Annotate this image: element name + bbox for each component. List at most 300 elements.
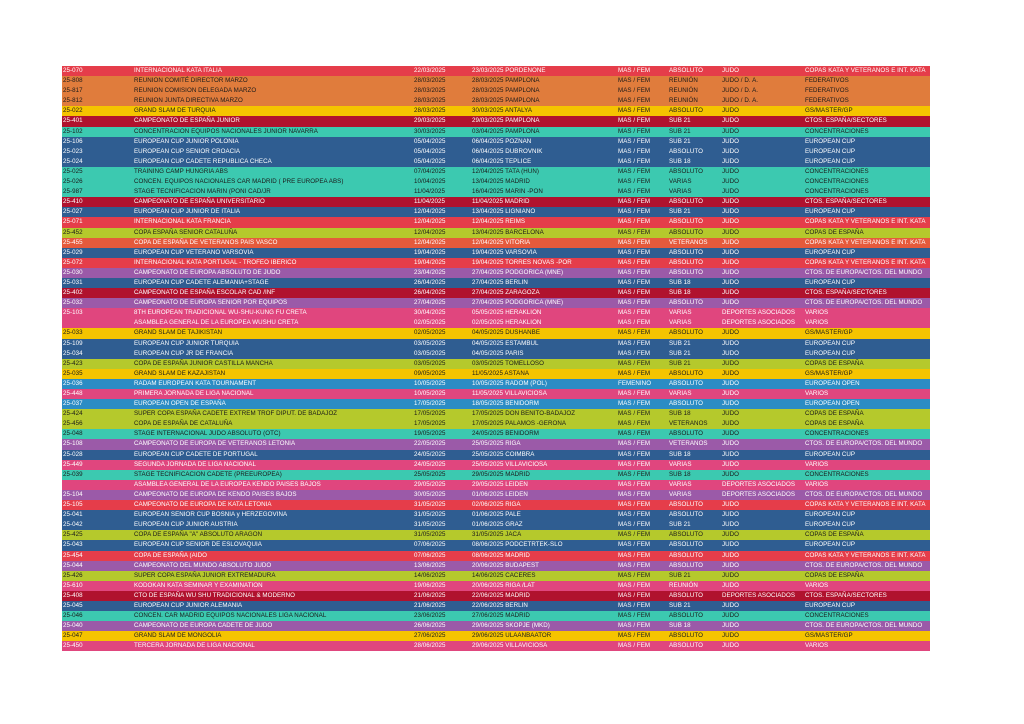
category-cell: SUB 18	[669, 410, 691, 418]
discipline-cell: JUDO	[722, 208, 740, 216]
event-type-cell: GS/MASTER/GP	[805, 107, 853, 115]
table-row	[62, 298, 930, 308]
end-date-location-cell: 08/06/2025 MADRID	[472, 551, 530, 559]
category-cell: REUNIÓN	[669, 581, 698, 589]
table-row	[62, 248, 930, 258]
event-type-cell: CTOS. DE EUROPA/CTOS. DEL MUNDO	[805, 490, 923, 498]
start-date-cell: 31/05/2025	[414, 531, 446, 539]
event-name-cell: REUNION COMISION DELEGADA MARZO	[134, 87, 257, 95]
event-code-cell: 25-070	[63, 67, 83, 74]
event-type-cell: EUROPEAN CUP	[805, 521, 856, 529]
event-type-cell: CTOS. DE EUROPA/CTOS. DEL MUNDO	[805, 561, 923, 569]
gender-cell: MAS / FEM	[618, 521, 651, 529]
event-code-cell: 25-425	[63, 531, 83, 539]
event-code-cell: 25-426	[63, 571, 83, 579]
category-cell: ABSOLUTO	[669, 379, 703, 387]
event-type-cell: CONCENTRACIONES	[805, 470, 869, 478]
end-date-location-cell: 11/04/2025 MADRID	[472, 198, 530, 206]
event-code-cell: 25-024	[63, 157, 83, 165]
category-cell: ABSOLUTO	[669, 369, 703, 377]
end-date-location-cell: 27/06/2025 MADRID	[472, 612, 530, 620]
discipline-cell: JUDO	[722, 67, 740, 74]
table-row	[62, 561, 930, 571]
event-type-cell: CONCENTRACIONES	[805, 430, 869, 438]
table-row	[62, 419, 930, 429]
table-row	[62, 429, 930, 439]
category-cell: SUB 18	[669, 622, 691, 630]
event-type-cell: EUROPEAN CUP	[805, 601, 856, 609]
start-date-cell: 28/03/2025	[414, 107, 446, 115]
gender-cell: MAS / FEM	[618, 490, 651, 498]
category-cell: SUB 18	[669, 278, 691, 286]
event-name-cell: CAMPEONATO DE EUROPA DE VETERANOS LETONIA	[134, 440, 296, 448]
event-code-cell: 25-072	[63, 258, 83, 266]
start-date-cell: 27/04/2025	[414, 299, 446, 307]
event-name-cell: CONCEN. CAR MADRID EQUIPOS NACIONALES LIGA NACIONAL	[134, 612, 327, 620]
discipline-cell: JUDO	[722, 178, 740, 186]
table-row	[62, 96, 930, 106]
table-row	[62, 268, 930, 278]
table-row	[62, 197, 930, 207]
discipline-cell: JUDO	[722, 601, 740, 609]
start-date-cell: 21/06/2025	[414, 601, 446, 609]
event-name-cell: GRAND SLAM DE TURQUIA	[134, 107, 216, 115]
event-name-cell: EUROPEAN CUP JUNIOR POLONIA	[134, 137, 239, 145]
table-row	[62, 86, 930, 96]
gender-cell: MAS / FEM	[618, 601, 651, 609]
category-cell: SUB 21	[669, 339, 691, 347]
event-type-cell: COPAS KATA Y VETERANOS E INT. KATA	[805, 238, 926, 246]
discipline-cell: JUDO	[722, 551, 740, 559]
discipline-cell: JUDO	[722, 379, 740, 387]
event-code-cell: 25-408	[63, 591, 83, 599]
end-date-location-cell: 13/04/2025 MADRID	[472, 178, 530, 186]
event-code-cell: 25-071	[63, 218, 83, 226]
table-row	[62, 258, 930, 268]
event-name-cell: CAMPEONATO DE ESPAÑA UNIVERSITARIO	[134, 198, 265, 206]
table-row	[62, 399, 930, 409]
end-date-location-cell: 28/03/2025 PAMPLONA	[472, 97, 540, 105]
event-type-cell: COPAS KATA Y VETERANOS E INT. KATA	[805, 67, 926, 74]
gender-cell: MAS / FEM	[618, 127, 651, 135]
category-cell: VETERANOS	[669, 238, 708, 246]
gender-cell: MAS / FEM	[618, 420, 651, 428]
event-name-cell: EUROPEAN CUP CADETE DE PORTUGAL	[134, 450, 258, 458]
start-date-cell: 07/06/2025	[414, 541, 446, 549]
end-date-location-cell: 14/06/2025 CACERES	[472, 571, 536, 579]
event-code-cell: 25-046	[63, 612, 83, 620]
event-name-cell: TERCERA JORNADA DE LIGA NACIONAL	[134, 642, 255, 650]
event-name-cell: EUROPEAN CUP JUNIOR AUSTRIA	[134, 521, 238, 529]
category-cell: REUNIÓN	[669, 87, 698, 95]
gender-cell: MAS / FEM	[618, 228, 651, 236]
start-date-cell: 23/04/2025	[414, 268, 446, 276]
discipline-cell: JUDO	[722, 450, 740, 458]
start-date-cell: 13/06/2025	[414, 561, 446, 569]
event-type-cell: CONCENTRACIONES	[805, 167, 869, 175]
event-type-cell: EUROPEAN CUP	[805, 157, 856, 165]
category-cell: SUB 18	[669, 450, 691, 458]
gender-cell: MAS / FEM	[618, 430, 651, 438]
event-code-cell: 25-103	[63, 309, 83, 317]
event-type-cell: EUROPEAN CUP	[805, 450, 856, 458]
end-date-location-cell: 25/05/2025 COIMBRA	[472, 450, 535, 458]
event-name-cell: INTERNACIONAL KATA FRANCIA	[134, 218, 231, 226]
gender-cell: MAS / FEM	[618, 531, 651, 539]
discipline-cell: JUDO	[722, 501, 740, 509]
end-date-location-cell: 22/06/2025 MADRID	[472, 591, 530, 599]
discipline-cell: JUDO	[722, 248, 740, 256]
table-row	[62, 591, 930, 601]
end-date-location-cell: 28/03/2025 PAMPLONA	[472, 87, 540, 95]
discipline-cell: JUDO	[722, 117, 740, 125]
event-type-cell: VARIOS	[805, 460, 829, 468]
end-date-location-cell: 04/05/2025 DUSHANBE	[472, 329, 541, 337]
discipline-cell: JUDO	[722, 147, 740, 155]
event-code-cell: 25-032	[63, 299, 83, 307]
end-date-location-cell: 22/06/2025 BERLIN	[472, 601, 528, 609]
start-date-cell: 05/04/2025	[414, 157, 446, 165]
event-type-cell: EUROPEAN CUP	[805, 278, 856, 286]
table-row	[62, 127, 930, 137]
event-type-cell: CTOS. DE EUROPA/CTOS. DEL MUNDO	[805, 622, 923, 630]
end-date-location-cell: 18/05/2025 BENIDORM	[472, 400, 539, 408]
gender-cell: MAS / FEM	[618, 591, 651, 599]
discipline-cell: JUDO	[722, 369, 740, 377]
event-code-cell: 25-448	[63, 390, 83, 397]
table-row	[62, 167, 930, 177]
start-date-cell: 17/05/2025	[414, 410, 446, 418]
event-name-cell: STAGE TECNIFICACION MARIN (PONI CAD/JR	[134, 188, 271, 196]
start-date-cell: 12/04/2025	[414, 208, 446, 216]
gender-cell: MAS / FEM	[618, 390, 651, 397]
event-code-cell: 25-109	[63, 339, 83, 347]
category-cell: ABSOLUTO	[669, 299, 703, 307]
event-code-cell: 25-104	[63, 490, 83, 498]
event-name-cell: EUROPEAN CUP SENIOR CROACIA	[134, 147, 241, 155]
event-name-cell: STAGE TECNIFICACION CADETE (PREEUROPEA)	[134, 470, 282, 478]
end-date-location-cell: 19/04/2025 VARSOVIA	[472, 248, 537, 256]
table-row	[62, 611, 930, 621]
event-name-cell: REUNION JUNTA DIRECTIVA MARZO	[134, 97, 243, 105]
start-date-cell: 12/04/2025	[414, 238, 446, 246]
event-code-cell: 25-030	[63, 268, 83, 276]
discipline-cell: DEPORTES ASOCIADOS	[722, 591, 795, 599]
start-date-cell: 26/06/2025	[414, 622, 446, 630]
gender-cell: MAS / FEM	[618, 67, 651, 74]
table-row	[62, 551, 930, 561]
table-row	[62, 530, 930, 540]
event-code-cell: 25-449	[63, 460, 83, 468]
event-name-cell: CAMPEONATO DE ESPAÑA ESCOLAR CAD /INF	[134, 289, 276, 297]
discipline-cell: JUDO	[722, 349, 740, 357]
start-date-cell: 28/06/2025	[414, 642, 446, 650]
category-cell: ABSOLUTO	[669, 632, 703, 640]
start-date-cell: 31/05/2025	[414, 521, 446, 529]
end-date-location-cell: 01/06/2025 PALE	[472, 511, 521, 519]
gender-cell: MAS / FEM	[618, 501, 651, 509]
start-date-cell: 07/06/2025	[414, 551, 446, 559]
start-date-cell: 23/06/2025	[414, 612, 446, 620]
event-type-cell: EUROPEAN CUP	[805, 137, 856, 145]
category-cell: ABSOLUTO	[669, 612, 703, 620]
start-date-cell: 22/03/2025	[414, 67, 446, 74]
event-type-cell: CONCENTRACIONES	[805, 612, 869, 620]
end-date-location-cell: 16/04/2025 MARIN -PON	[472, 188, 543, 196]
discipline-cell: DEPORTES ASOCIADOS	[722, 490, 795, 498]
event-name-cell: CONCEN. EQUIPOS NACIONALES CAR MADRID ( PRE EUROPEA ABS)	[134, 178, 344, 186]
event-name-cell: INTERNACIONAL KATA PORTUGAL - TROFEO IBERICO	[134, 258, 297, 266]
table-row	[62, 510, 930, 520]
category-cell: SUB 21	[669, 137, 691, 145]
start-date-cell: 17/05/2025	[414, 420, 446, 428]
event-code-cell: 25-402	[63, 289, 83, 297]
discipline-cell: JUDO	[722, 218, 740, 226]
gender-cell: MAS / FEM	[618, 147, 651, 155]
category-cell: VETERANOS	[669, 420, 708, 428]
start-date-cell: 28/03/2025	[414, 87, 446, 95]
event-name-cell: KODOKAN KATA SEMINAR Y EXAMINATION	[134, 581, 263, 589]
event-code-cell: 25-042	[63, 521, 83, 529]
event-name-cell: CAMPEONATO DE EUROPA DE KATA LETONIA	[134, 501, 272, 509]
event-name-cell: ASAMBLEA GENERAL DE LA EUROPEA WUSHU CRETA	[134, 319, 299, 327]
end-date-location-cell: 06/04/2025 TEPLICE	[472, 157, 532, 165]
category-cell: SUB 18	[669, 470, 691, 478]
category-cell: SUB 18	[669, 157, 691, 165]
gender-cell: MAS / FEM	[618, 208, 651, 216]
category-cell: ABSOLUTO	[669, 531, 703, 539]
start-date-cell: 27/06/2025	[414, 632, 446, 640]
end-date-location-cell: 02/05/2025 HERAKLION	[472, 319, 542, 327]
end-date-location-cell: 08/06/2025 PODCETRTEK-SLO	[472, 541, 563, 549]
event-name-cell: CAMPEONATO DEL MUNDO ABSOLUTO JUDO	[134, 561, 272, 569]
start-date-cell: 03/05/2025	[414, 359, 446, 367]
gender-cell: MAS / FEM	[618, 299, 651, 307]
gender-cell: MAS / FEM	[618, 460, 651, 468]
gender-cell: MAS / FEM	[618, 238, 651, 246]
category-cell: ABSOLUTO	[669, 248, 703, 256]
category-cell: ABSOLUTO	[669, 67, 703, 74]
event-code-cell: 25-410	[63, 198, 83, 206]
event-type-cell: VARIOS	[805, 642, 829, 650]
event-name-cell: CTO DE ESPAÑA WU SHU TRADICIONAL & MODERNO	[134, 591, 296, 599]
event-name-cell: EUROPEAN OPEN DE ESPAÑA	[134, 400, 226, 408]
event-type-cell: EUROPEAN OPEN	[805, 400, 860, 408]
event-type-cell: EUROPEAN CUP	[805, 349, 856, 357]
table-row	[62, 369, 930, 379]
event-name-cell: EUROPEAN CUP CADETE ALEMANIA+STAGE	[134, 278, 269, 286]
event-type-cell: COPAS KATA Y VETERANOS E INT. KATA	[805, 218, 926, 226]
event-name-cell: GRAND SLAM DE KAZAJISTAN	[134, 369, 226, 377]
category-cell: REUNIÓN	[669, 97, 698, 105]
category-cell: SUB 21	[669, 571, 691, 579]
discipline-cell: JUDO	[722, 107, 740, 115]
event-name-cell: ASAMBLEA GENERAL DE LA EUROPEA KENDO PAISES BAJOS	[134, 480, 321, 488]
gender-cell: MAS / FEM	[618, 410, 651, 418]
event-code-cell: 25-456	[63, 420, 83, 428]
gender-cell: MAS / FEM	[618, 450, 651, 458]
event-type-cell: VARIOS	[805, 581, 829, 589]
end-date-location-cell: 24/05/2025 BENIDORM	[472, 430, 539, 438]
discipline-cell: JUDO / D. A.	[722, 97, 759, 105]
discipline-cell: JUDO	[722, 420, 740, 428]
event-code-cell: 25-105	[63, 501, 83, 509]
discipline-cell: JUDO	[722, 581, 740, 589]
category-cell: ABSOLUTO	[669, 591, 703, 599]
start-date-cell: 19/06/2025	[414, 581, 446, 589]
event-code-cell: 25-047	[63, 632, 83, 640]
event-type-cell: GS/MASTER/GP	[805, 632, 853, 640]
category-cell: VARIAS	[669, 460, 692, 468]
event-type-cell: COPAS DE ESPAÑA	[805, 410, 864, 418]
table-row	[62, 439, 930, 449]
discipline-cell: JUDO	[722, 470, 740, 478]
table-row	[62, 631, 930, 641]
start-date-cell: 05/04/2025	[414, 137, 446, 145]
category-cell: REUNIÓN	[669, 77, 698, 85]
discipline-cell: JUDO	[722, 198, 740, 206]
event-name-cell: COPA ESPAÑA SENIOR CATALUÑA	[134, 228, 238, 236]
start-date-cell: 03/05/2025	[414, 349, 446, 357]
gender-cell: MAS / FEM	[618, 632, 651, 640]
event-code-cell: 25-022	[63, 107, 83, 115]
end-date-location-cell: 19/04/2025 TORRES NOVAS -POR	[472, 258, 572, 266]
discipline-cell: JUDO	[722, 188, 740, 196]
event-name-cell: COPA DE ESPAÑA DE VETERANOS PAIS VASCO	[134, 238, 278, 246]
event-type-cell: EUROPEAN OPEN	[805, 379, 860, 387]
gender-cell: MAS / FEM	[618, 369, 651, 377]
end-date-location-cell: 29/06/2025 ULAANBAATOR	[472, 632, 552, 640]
end-date-location-cell: 13/04/2025 LIGNIANO	[472, 208, 536, 216]
table-row	[62, 308, 930, 318]
start-date-cell: 24/05/2025	[414, 460, 446, 468]
event-type-cell: VARIOS	[805, 480, 829, 488]
category-cell: ABSOLUTO	[669, 561, 703, 569]
end-date-location-cell: 01/06/2025 GRAZ	[472, 521, 523, 529]
start-date-cell: 28/03/2025	[414, 97, 446, 105]
discipline-cell: JUDO	[722, 339, 740, 347]
event-type-cell: FEDERATIVOS	[805, 97, 849, 105]
gender-cell: MAS / FEM	[618, 289, 651, 297]
table-row	[62, 359, 930, 369]
gender-cell: MAS / FEM	[618, 440, 651, 448]
start-date-cell: 17/05/2025	[414, 400, 446, 408]
end-date-location-cell: 03/05/2025 TOMELLOSO	[472, 359, 544, 367]
table-row	[62, 450, 930, 460]
discipline-cell: JUDO	[722, 571, 740, 579]
end-date-location-cell: 20/06/2025 BUDAPEST	[472, 561, 539, 569]
table-row	[62, 177, 930, 187]
start-date-cell: 21/06/2025	[414, 591, 446, 599]
category-cell: ABSOLUTO	[669, 147, 703, 155]
event-type-cell: CTOS. DE EUROPA/CTOS. DEL MUNDO	[805, 440, 923, 448]
end-date-location-cell: 27/04/2025 ZARAGOZA	[472, 289, 540, 297]
table-row	[62, 217, 930, 227]
discipline-cell: JUDO / D. A.	[722, 77, 759, 85]
event-type-cell: CONCENTRACIONES	[805, 178, 869, 186]
event-type-cell: GS/MASTER/GP	[805, 329, 853, 337]
category-cell: SUB 21	[669, 359, 691, 367]
event-type-cell: CONCENTRACIONES	[805, 127, 869, 135]
table-row	[62, 116, 930, 126]
end-date-location-cell: 17/05/2025 PALAMOS -GERONA	[472, 420, 567, 428]
event-name-cell: 8TH EUROPEAN TRADICIONAL WU-SHU-KUNG FU CRETA	[134, 309, 307, 317]
event-code-cell: 25-610	[63, 581, 83, 589]
event-type-cell: COPAS KATA Y VETERANOS E INT. KATA	[805, 551, 926, 559]
end-date-location-cell: 28/03/2025 PAMPLONA	[472, 77, 540, 85]
end-date-location-cell: 27/04/2025 PODGORICA (MNE)	[472, 268, 564, 276]
table-row	[62, 288, 930, 298]
gender-cell: MAS / FEM	[618, 349, 651, 357]
start-date-cell: 19/04/2025	[414, 248, 446, 256]
event-type-cell: COPAS DE ESPAÑA	[805, 571, 864, 579]
event-code-cell: 25-041	[63, 511, 83, 519]
category-cell: VETERANOS	[669, 440, 708, 448]
event-type-cell: COPAS DE ESPAÑA	[805, 359, 864, 367]
end-date-location-cell: 29/06/2025 SKOPJE (MKD)	[472, 622, 550, 630]
discipline-cell: JUDO	[722, 400, 740, 408]
event-code-cell: 25-037	[63, 400, 83, 408]
event-type-cell: CTOS. ESPAÑA/SECTORES	[805, 289, 887, 297]
event-code-cell: 25-026	[63, 178, 83, 186]
discipline-cell: JUDO	[722, 157, 740, 165]
table-row	[62, 500, 930, 510]
event-code-cell: 25-043	[63, 541, 83, 549]
event-type-cell: CTOS. ESPAÑA/SECTORES	[805, 117, 887, 125]
category-cell: ABSOLUTO	[669, 511, 703, 519]
start-date-cell: 25/05/2025	[414, 470, 446, 478]
calendar-table	[62, 66, 930, 651]
gender-cell: MAS / FEM	[618, 581, 651, 589]
table-row	[62, 349, 930, 359]
end-date-location-cell: 27/04/2025 BERLIN	[472, 278, 528, 286]
event-code-cell: 25-108	[63, 440, 83, 448]
event-type-cell: COPAS DE ESPAÑA	[805, 228, 864, 236]
event-code-cell: 25-033	[63, 329, 83, 337]
event-type-cell: EUROPEAN CUP	[805, 541, 856, 549]
table-row	[62, 328, 930, 338]
start-date-cell: 09/05/2025	[414, 369, 446, 377]
end-date-location-cell: 02/06/2025 RIGA	[472, 501, 521, 509]
gender-cell: MAS / FEM	[618, 278, 651, 286]
gender-cell: MAS / FEM	[618, 470, 651, 478]
event-name-cell: SEGUNDA JORNADA DE LIGA NACIONAL	[134, 460, 256, 468]
event-code-cell: 25-035	[63, 369, 83, 377]
discipline-cell: JUDO	[722, 268, 740, 276]
table-row	[62, 409, 930, 419]
start-date-cell: 30/05/2025	[414, 490, 446, 498]
category-cell: ABSOLUTO	[669, 501, 703, 509]
discipline-cell: JUDO	[722, 390, 740, 397]
event-code-cell: 25-023	[63, 147, 83, 155]
start-date-cell: 19/04/2025	[414, 258, 446, 266]
gender-cell: MAS / FEM	[618, 167, 651, 175]
start-date-cell: 29/03/2025	[414, 117, 446, 125]
event-code-cell: 25-401	[63, 117, 83, 125]
event-code-cell: 25-987	[63, 188, 83, 196]
end-date-location-cell: 01/06/2025 LEIDEN	[472, 490, 528, 498]
start-date-cell: 19/05/2025	[414, 430, 446, 438]
start-date-cell: 10/05/2025	[414, 390, 446, 397]
table-row	[62, 76, 930, 86]
event-code-cell: 25-817	[63, 87, 83, 95]
event-name-cell: CAMPEONATO DE EUROPA SENIOR POR EQUIPOS	[134, 299, 288, 307]
event-name-cell: CAMPEONATO DE EUROPA ABSOLUTO DE JUDO	[134, 268, 281, 276]
start-date-cell: 02/05/2025	[414, 329, 446, 337]
event-type-cell: CTOS. ESPAÑA/SECTORES	[805, 591, 887, 599]
start-date-cell: 28/03/2025	[414, 77, 446, 85]
start-date-cell: 26/04/2025	[414, 278, 446, 286]
